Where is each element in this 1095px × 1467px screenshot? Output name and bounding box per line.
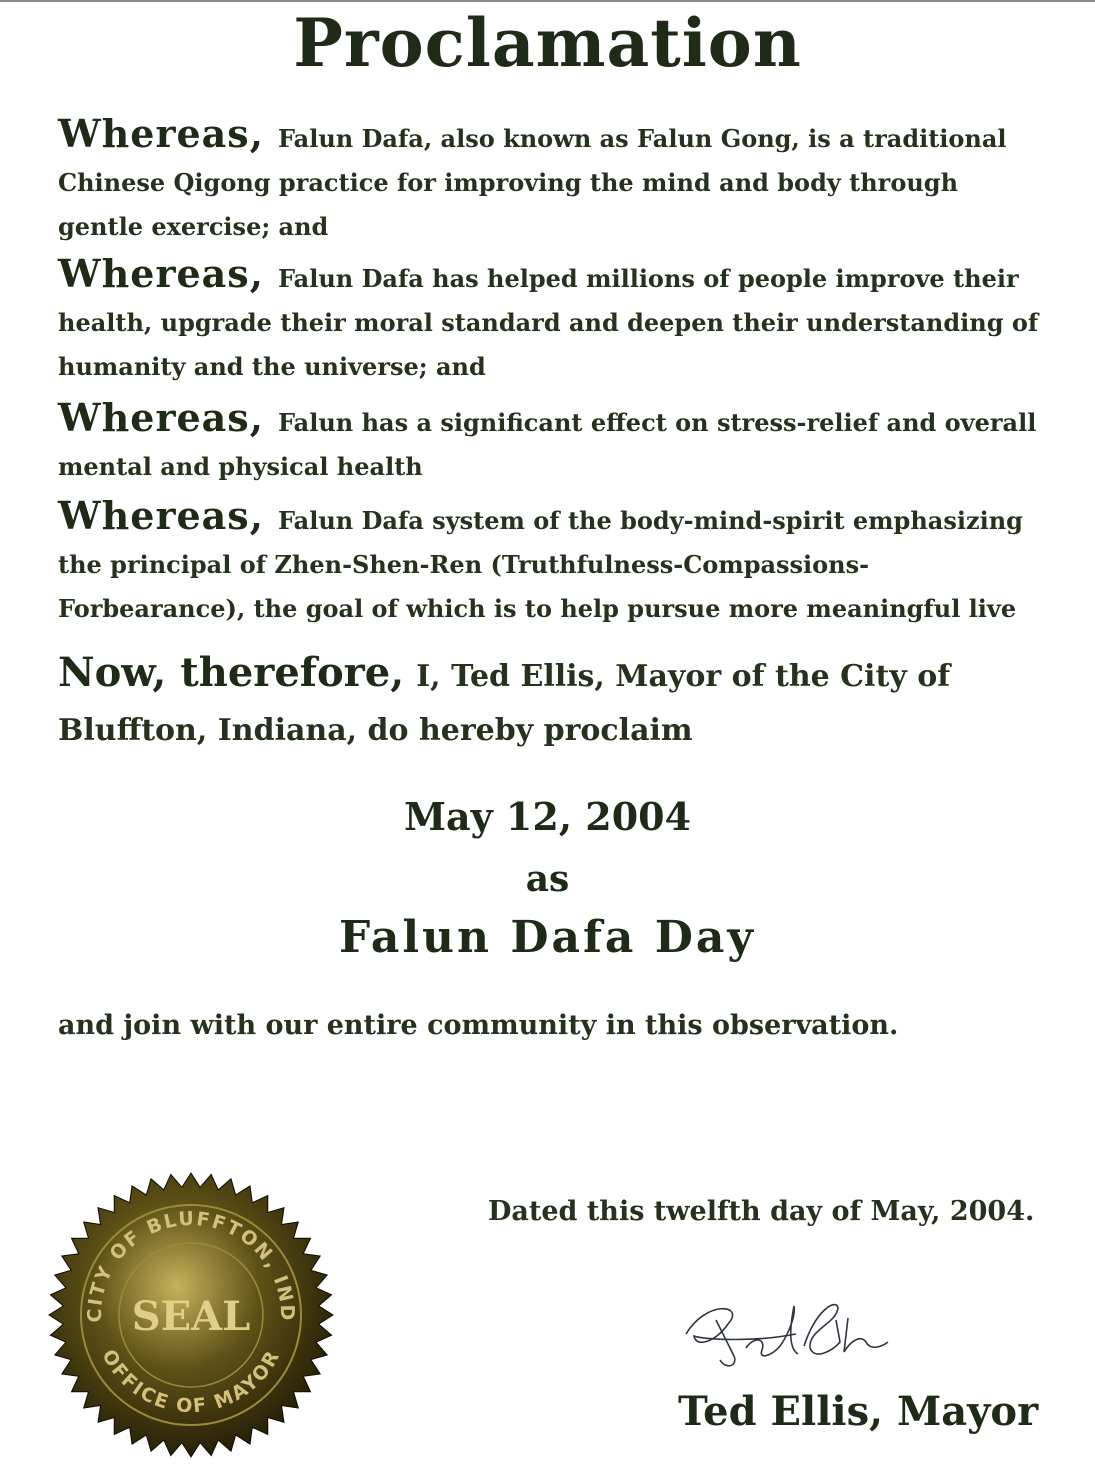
document-title: Proclamation [293,4,802,82]
whereas-paragraph-3 [58,396,1048,489]
proclaim-paragraph [58,646,1048,758]
whereas-paragraph-1 [58,112,1048,249]
whereas-lead: Whereas, [58,251,264,296]
whereas-lead: Whereas, [58,493,264,538]
seal-ring-bottom-text: OFFICE OF MAYOR [97,1345,285,1418]
whereas-lead: Whereas, [58,395,264,440]
dated-line: Dated this twelfth day of May, 2004. [488,1196,1035,1227]
city-seal [46,1170,336,1460]
top-rule [0,0,1095,2]
whereas-paragraph-4 [58,494,1048,631]
proclaimed-day-name: Falun Dafa Day [338,912,756,963]
whereas-paragraph-2 [58,252,1048,389]
proclaim-lead: Now, therefore, [58,649,405,696]
proclaimed-date: May 12, 2004 [403,794,692,839]
proclaim-text: I, Ted Ellis, Mayor of the City of Bluffton, Indiana, do hereby proclaim [58,659,951,748]
seal-center-text: SEAL [131,1293,251,1340]
join-statement: and join with our entire community in this observation. [58,1010,899,1041]
signatory-name: Ted Ellis, Mayor [678,1388,1039,1435]
whereas-text: Falun has a significant effect on stress-relief and overall mental and physical health [58,408,1037,481]
seal-ring-top-text: CITY OF BLUFFTON, IND [83,1207,299,1323]
gold-seal-emblem [46,1170,336,1460]
whereas-text: Falun Dafa system of the body-mind-spirit emphasizing the principal of Zhen-Shen-Ren (Truthfulness-Compassions-Forbearance), the goal of which is to help pursue more meaningful live [58,506,1023,623]
whereas-text: Falun Dafa, also known as Falun Gong, is a traditional Chinese Qigong practice for improving the mind and body through gentle exercise; and [58,124,1007,241]
whereas-lead: Whereas, [58,111,264,156]
as-word: as [525,858,570,900]
signature-scribble [676,1290,896,1390]
whereas-text: Falun Dafa has helped millions of people improve their health, upgrade their moral standard and deepen their understanding of humanity and the universe; and [58,264,1039,381]
signature [676,1290,896,1390]
